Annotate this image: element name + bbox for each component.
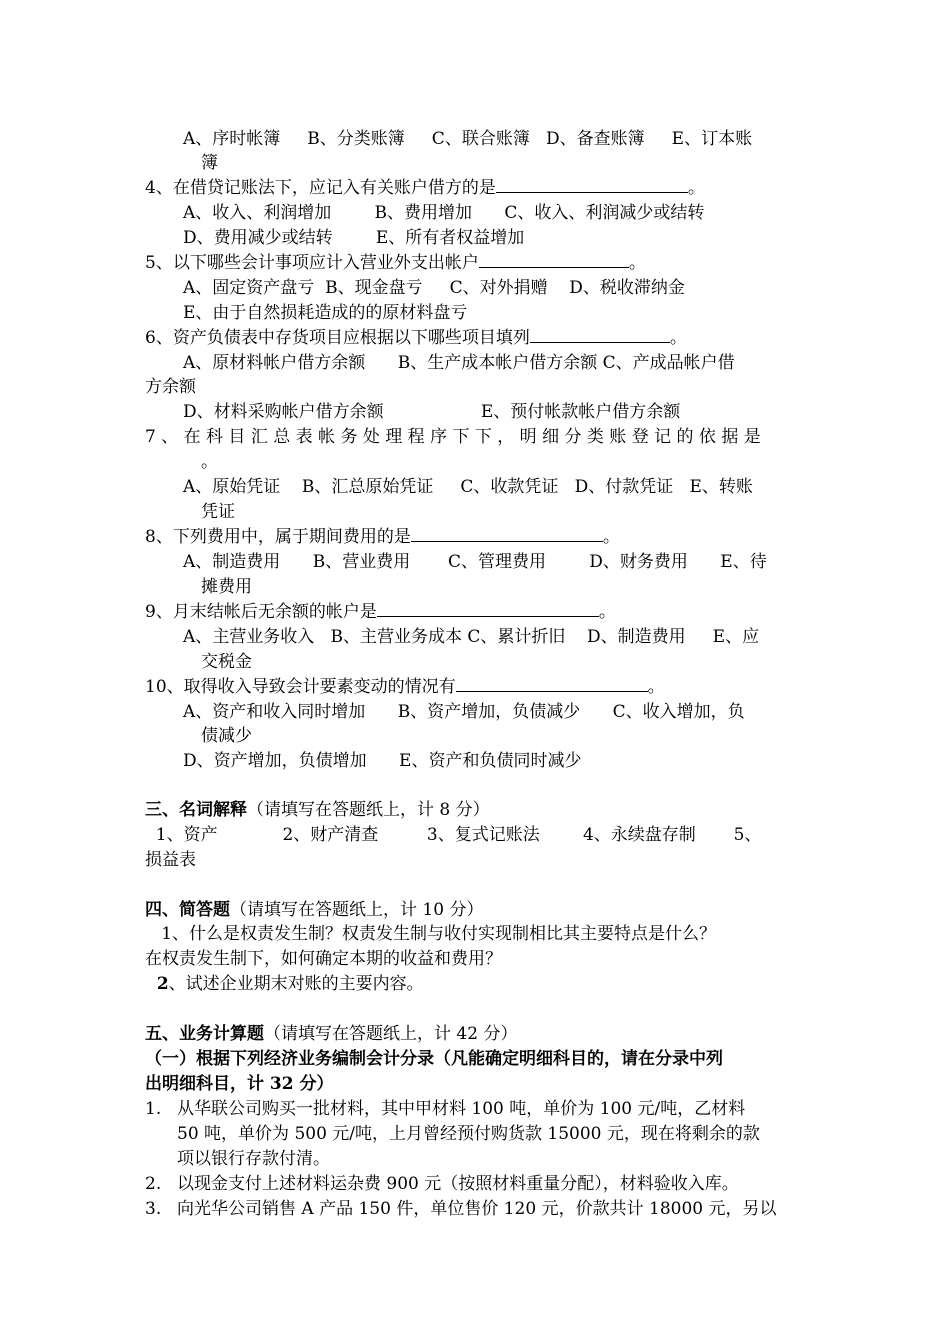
question-9-text: 9、月末结帐后无余额的帐户是 [145, 602, 377, 622]
question-7-period: 。 [201, 452, 218, 472]
answer-blank [456, 675, 648, 692]
problem-3-number: 3. [145, 1199, 162, 1219]
s5-subheading-line1: （一）根据下列经济业务编制会计分录（凡能确定明细科目的，请在分录中列 [145, 1049, 723, 1069]
problem-2-line1: 以现金支付上述材料运杂费 900 元（按照材料重量分配），材料验收入库。 [177, 1174, 739, 1194]
question-8-period: 。 [602, 527, 620, 547]
question-10 [145, 675, 665, 699]
problem-2-number: 2. [145, 1174, 162, 1194]
answer-blank [411, 525, 603, 542]
s4-question2-number: 2 [145, 974, 169, 994]
section-5-title: 五、业务计算题 [145, 1024, 264, 1044]
section-5-note: （请填写在答题纸上，计 42 分） [264, 1024, 518, 1044]
section-4-heading [145, 898, 483, 922]
s4-question2 [145, 972, 424, 996]
question-10-period: 。 [647, 677, 665, 697]
q10-options-line1: A、资产和收入同时增加 B、资产增加，负债减少 C、收入增加，负 [183, 702, 745, 722]
q10-options-line3: D、资产增加，负债增加 E、资产和负债同时减少 [183, 751, 582, 771]
answer-blank [496, 176, 688, 193]
s4-question1-line2: 在权责发生制下，如何确定本期的收益和费用？ [145, 949, 502, 969]
section-5-heading [145, 1022, 517, 1046]
question-8 [145, 525, 620, 549]
q9-options-line1: A、主营业务收入 B、主营业务成本 C、累计折旧 D、制造费用 E、应 [183, 627, 760, 647]
question-6-text: 6、资产负债表中存货项目应根据以下哪些项目填列 [145, 328, 530, 348]
question-4-period: 。 [687, 178, 705, 198]
q5-options-line1: A、固定资产盘亏 B、现金盘亏 C、对外捐赠 D、税收滞纳金 [183, 278, 685, 298]
question-8-text: 8、下列费用中，属于期间费用的是 [145, 527, 411, 547]
q4-options-line2: D、费用减少或结转 E、所有者权益增加 [183, 228, 525, 248]
question-5-text: 5、以下哪些会计事项应计入营业外支出帐户 [145, 253, 479, 273]
answer-blank [479, 251, 629, 268]
problem-1-line1: 从华联公司购买一批材料，其中甲材料 100 吨，单价为 100 元/吨，乙材料 [177, 1099, 746, 1119]
q5-options-line2: E、由于自然损耗造成的的原材料盘亏 [183, 303, 468, 323]
question-5-period: 。 [628, 253, 646, 273]
problem-1-number: 1. [145, 1099, 162, 1119]
q6-options-line1: A、原材料帐户借方余额 B、生产成本帐户借方余额 C、产成品帐户借 [183, 353, 735, 373]
s3-terms-line2: 损益表 [145, 850, 196, 870]
question-7: 7 、 在 科 目 汇 总 表 帐 务 处 理 程 序 下 下 ， 明 细 分 类 账 登 记 的 依 据 是 [145, 427, 761, 447]
question-9-period: 。 [598, 602, 616, 622]
section-3-heading [145, 798, 490, 822]
section-3-note: （请填写在答题纸上，计 8 分） [247, 800, 490, 820]
problem-3-line1: 向光华公司销售 A 产品 150 件，单位售价 120 元，价款共计 18000 元，另以 [177, 1199, 777, 1219]
question-4-text: 4、在借贷记账法下，应记入有关账户借方的是 [145, 178, 496, 198]
question-6 [145, 326, 687, 350]
question-6-period: 。 [669, 328, 687, 348]
q3-options-line1: A、序时帐簿 B、分类账簿 C、联合账簿 D、备查账簿 E、订本账 [183, 129, 753, 149]
q10-options-line2: 债减少 [201, 726, 252, 746]
q6-options-line2: 方余额 [145, 377, 196, 397]
section-4-title: 四、简答题 [145, 900, 230, 920]
s4-question1-line1: 1、什么是权责发生制？权责发生制与收付实现制相比其主要特点是什么？ [145, 924, 717, 944]
section-3-title: 三、名词解释 [145, 800, 247, 820]
q7-options-line2: 凭证 [201, 502, 235, 522]
q7-options-line1: A、原始凭证 B、汇总原始凭证 C、收款凭证 D、付款凭证 E、转账 [183, 477, 753, 497]
question-9 [145, 600, 616, 624]
q8-options-line1: A、制造费用 B、营业费用 C、管理费用 D、财务费用 E、待 [183, 552, 767, 572]
q4-options-line1: A、收入、利润增加 B、费用增加 C、收入、利润减少或结转 [183, 203, 705, 223]
answer-blank [530, 326, 670, 343]
answer-blank [377, 600, 599, 617]
question-4 [145, 176, 705, 200]
problem-1-line2: 50 吨，单价为 500 元/吨，上月曾经预付购货款 15000 元，现在将剩余的款 [177, 1124, 760, 1144]
q6-options-line3: D、材料采购帐户借方余额 E、预付帐款帐户借方余额 [183, 402, 681, 422]
s3-terms-line1: 1、资产 2、财产清查 3、复式记账法 4、永续盘存制 5、 [145, 825, 762, 845]
s4-question2-text: 、试述企业期末对账的主要内容。 [168, 974, 424, 994]
question-5 [145, 251, 646, 275]
s5-subheading-line2: 出明细科目，计 32 分） [145, 1074, 334, 1094]
q8-options-line2: 摊费用 [201, 577, 252, 597]
q9-options-line2: 交税金 [201, 652, 252, 672]
section-4-note: （请填写在答题纸上，计 10 分） [230, 900, 484, 920]
problem-1-line3: 项以银行存款付清。 [177, 1149, 330, 1169]
question-10-text: 10、取得收入导致会计要素变动的情况有 [145, 677, 456, 697]
q3-options-line2: 簿 [201, 153, 218, 173]
